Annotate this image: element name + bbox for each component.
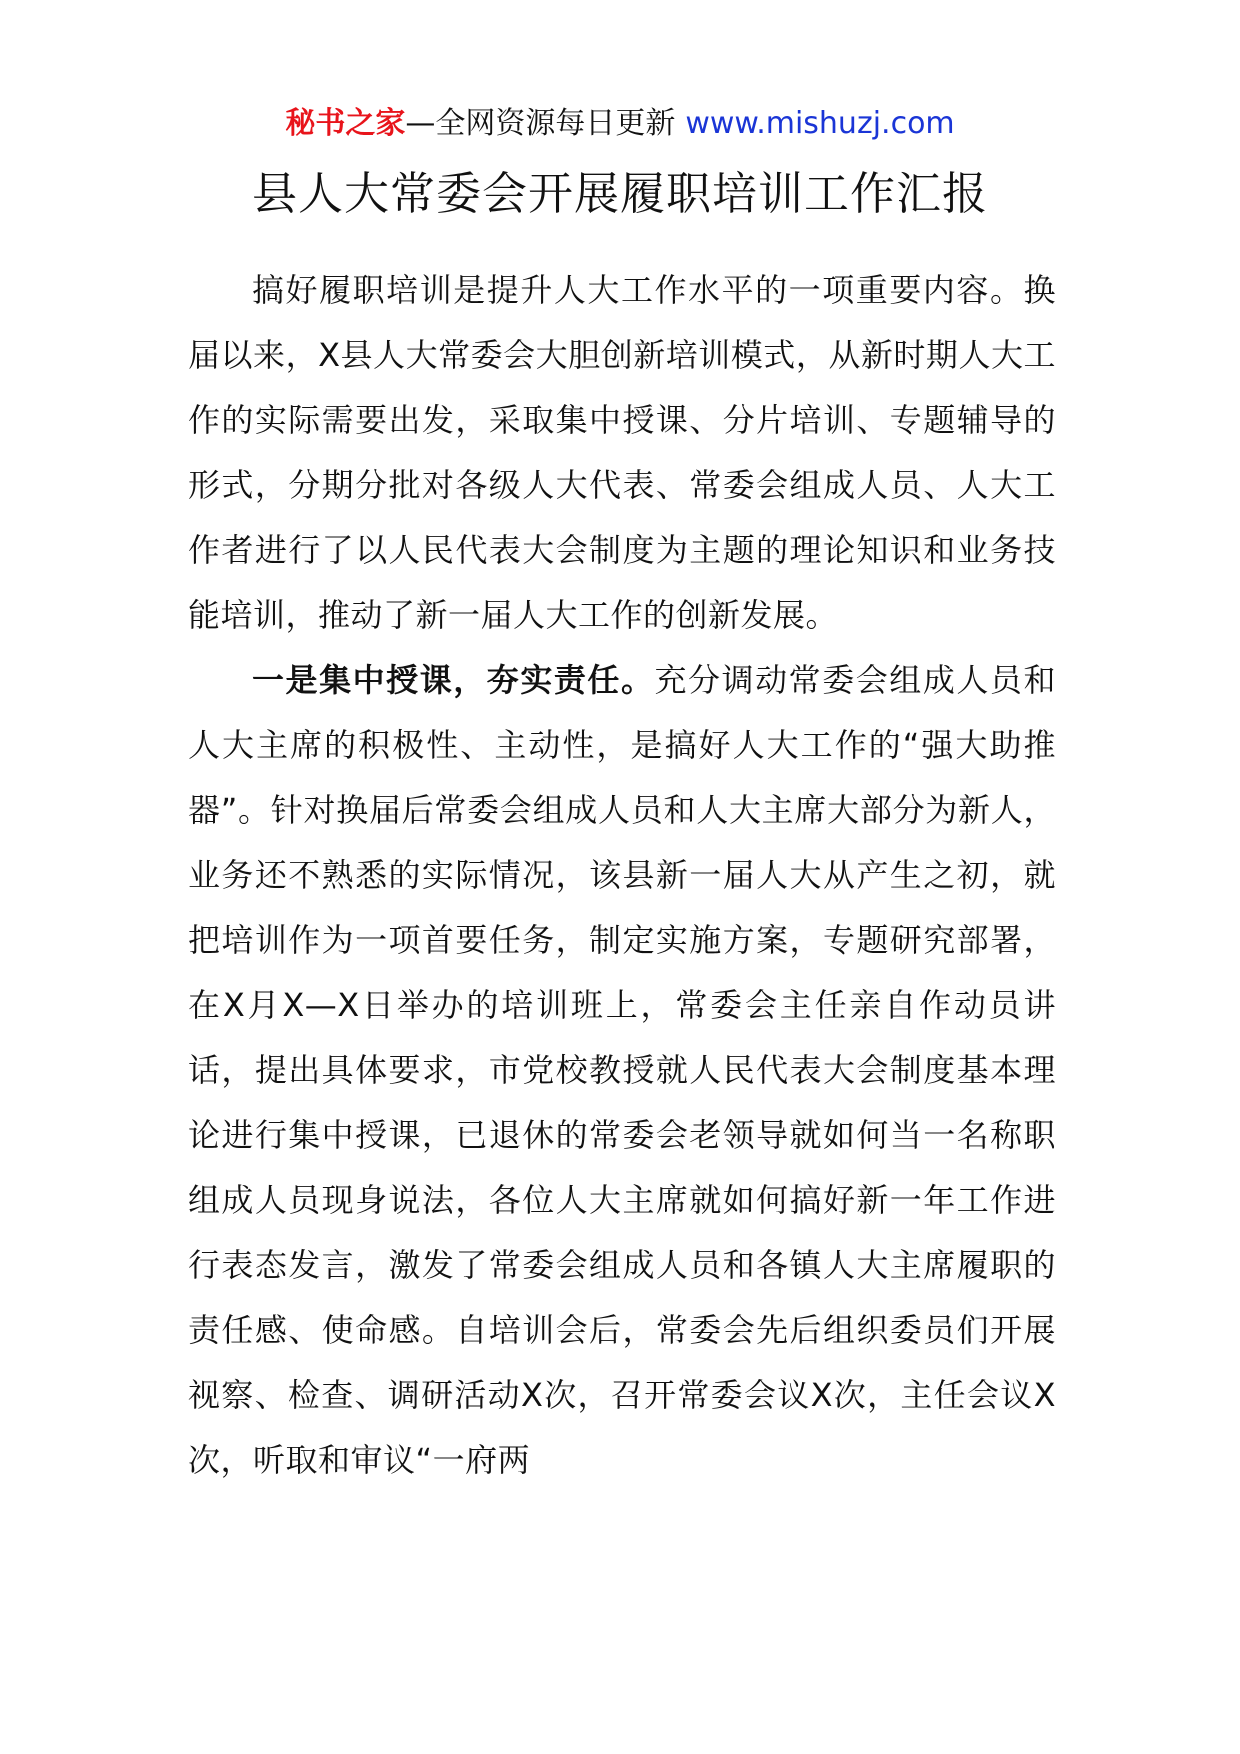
paragraph-text: 充分调动常委会组成人员和人大主席的积极性、主动性，是搞好人大工作的“强大助推器”。针对换届后常委会组成人员和人大主席大部分为新人，业务还不熟悉的实际情况，该县新一届人大从产生之初，就把培训作为一项首要任务，制定实施方案，专题研究部署，在X月X—X日举办的培训班上，常委会主任亲自作动员讲话，提出具体要求，市党校教授就人民代表大会制度基本理论进行集中授课，已退休的常委会老领导就如何当一名称职组成人员现身说法，各位人大主席就如何搞好新一年工作进行表态发言，激发了常委会组成人员和各镇人大主席履职的责任感、使命感。自培训会后，常委会先后组织委员们开展视察、检查、调研活动X次，召开常委会议X次，主任会议X次，听取和审议“一府两 xyxy=(188,661,1056,1479)
paragraph-intro xyxy=(188,258,1056,648)
site-url-link[interactable]: www.mishuzj.com xyxy=(685,106,955,141)
section-heading: 一是集中授课，夯实责任。 xyxy=(252,661,655,699)
paragraph-section-one xyxy=(188,648,1056,1493)
document-body xyxy=(188,258,1056,1493)
site-banner xyxy=(0,100,1240,148)
brand-name: 秘书之家 xyxy=(285,106,406,141)
paragraph-text: 搞好履职培训是提升人大工作水平的一项重要内容。换届以来，X县人大常委会大胆创新培训模式，从新时期人大工作的实际需要出发，采取集中授课、分片培训、专题辅导的形式，分期分批对各级人大代表、常委会组成人员、人大工作者进行了以人民代表大会制度为主题的理论知识和业务技能培训，推动了新一届人大工作的创新发展。 xyxy=(188,271,1056,634)
document-title: 县人大常委会开展履职培训工作汇报 xyxy=(251,167,988,220)
banner-tagline: —全网资源每日更新 xyxy=(405,106,676,141)
